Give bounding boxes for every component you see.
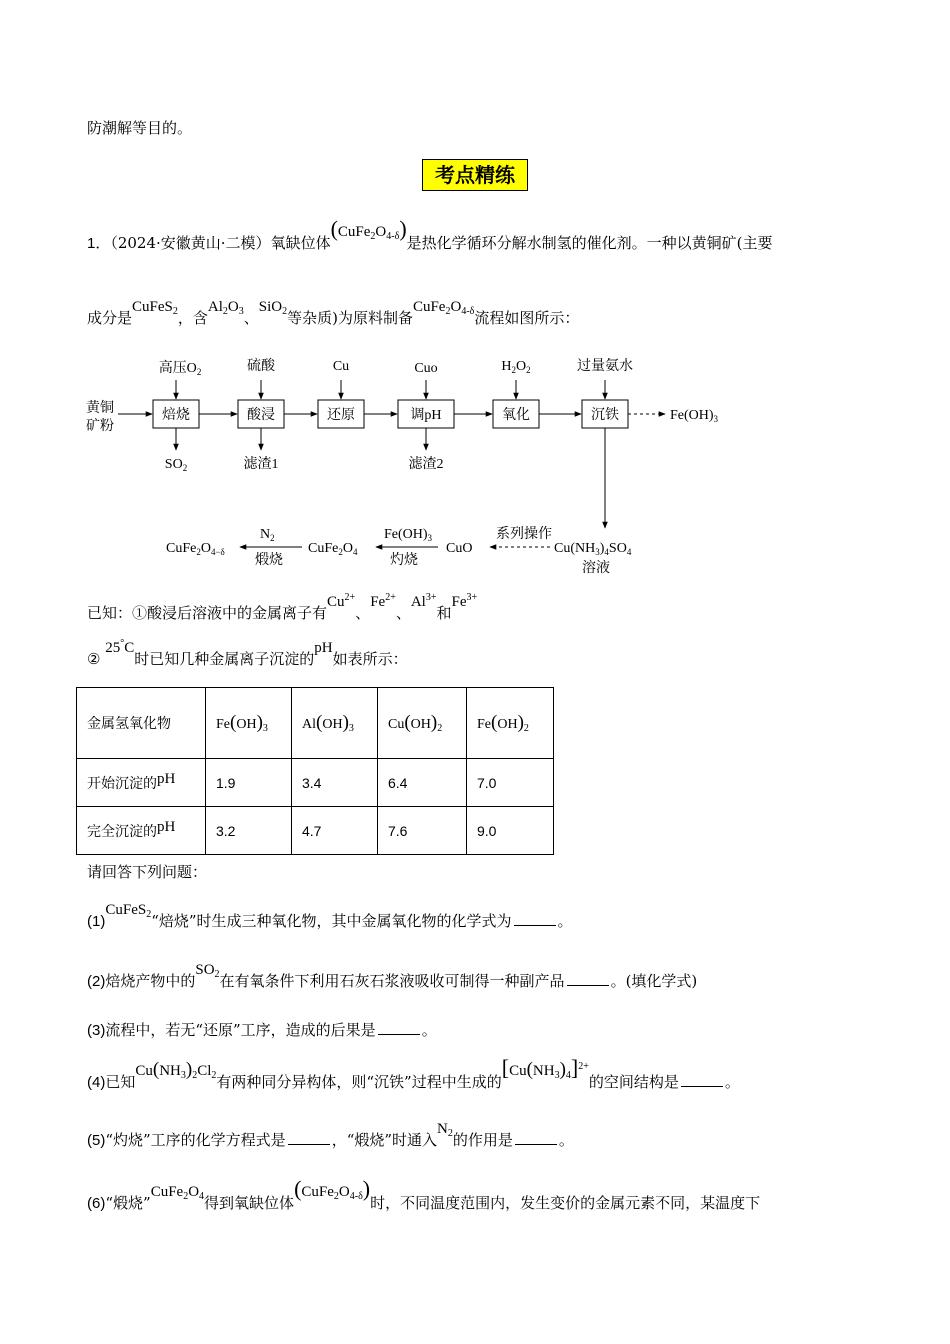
solution-formula: $Cu(NH_3)_4SO_4$ [554,541,632,557]
formula-cufes2: CuFeS$_2$ [132,299,178,317]
question-1 [87,902,573,937]
q1-number: 1． [87,235,111,252]
known-line2-b: 如表所示： [332,650,408,668]
table-cell: 1.9 [206,759,292,807]
table-cell: 6.4 [378,759,467,807]
table-header-cuoh2: $Cu(OH)_2$ [378,688,467,759]
formula-cufe2o4-d: $CuFe_2O_{4-\delta}$ [412,299,475,317]
section-title: 考点精练 [422,159,528,191]
question-2 [87,962,698,997]
input-h2o2: $H_2O_2$ [501,359,531,375]
q1-line2 [87,299,580,334]
q4-period: 。 [724,1073,740,1091]
temperature: 25°C [105,638,135,656]
input-cu: Cu [332,359,350,374]
q6-formula2: $(CuFe_2O_{4-\delta})$ [294,1176,371,1202]
q6-a: “煅烧” [105,1194,151,1212]
solution-label: 溶液 [582,561,610,576]
q4-formula: $Cu(NH_3)_2Cl_2$ [135,1059,217,1081]
q3-period: 。 [421,1021,437,1039]
q1-line1-b: 是热化学循环分解水制氢的催化剂。一种以黄铜矿(主要 [406,234,773,252]
question-4 [87,1055,740,1098]
formula-al2o3: $Al_2O_3$ [207,299,244,317]
question-6 [87,1176,761,1219]
table-header-feoh2: $Fe(OH)_2$ [467,688,554,759]
q2-b: 在有氧条件下利用石灰石浆液吸收可制得一种副产品 [219,972,565,990]
q1-line2-d: 流程如图所示： [474,309,580,327]
ion-fe2: $Fe^{2+}$ [370,592,396,610]
product-fe-oh3: $Fe(OH)_3$ [669,408,719,424]
cufe2o4-label: $CuFe_2O_4$ [308,541,358,557]
input-ammonia: 过量氨水 [577,359,633,374]
precipitation-table [76,687,554,855]
questions-prompt: 请回答下列问题： [87,863,208,881]
table-row [77,807,554,855]
output-residue1: 滤渣1 [243,457,279,472]
q4-c: 的空间结构是 [588,1073,679,1091]
input-o2: 高压$O_2$ [158,361,202,377]
burn-label: 灼烧 [390,553,418,568]
answer-blank[interactable] [681,1072,723,1087]
table-row [77,759,554,807]
formula-main: $(CuFe_2O_{4-\delta})$ [330,216,407,242]
q2-a: 焙烧产物中的 [105,972,196,990]
intro-tail: 防潮解等目的。 [87,119,193,137]
q6-num: (6) [87,1195,106,1212]
q1-period: 。 [557,912,573,930]
ions-sep2: 、 [395,604,411,622]
table-cell: 3.2 [206,807,292,855]
q2-formula: $SO_2$ [195,962,220,980]
q1-formula: CuFeS$_2$ [105,902,152,920]
q1-line2-a: 成分是 [87,309,133,327]
q5-c: 的作用是 [452,1131,513,1149]
q5-period: 。 [558,1131,574,1149]
raw-material-b: 矿粉 [86,419,114,434]
q1-text: “焙烧”时生成三种氧化物，其中金属氧化物的化学式为 [151,912,512,930]
answer-blank[interactable] [514,911,556,926]
calcine-gas: $N_2$ [260,527,275,543]
calcine-label: 煅烧 [255,553,283,568]
burn-reagent: $Fe(OH)_3$ [384,527,433,543]
box-roast-label: 焙烧 [162,408,190,423]
q2-num: (2) [87,973,106,990]
table-cell: 9.0 [467,807,554,855]
row2-label: 完全沉淀的pH [77,807,206,855]
ph-label: pH [314,640,333,656]
table-header-aloh3: $Al(OH)_3$ [292,688,378,759]
q1-line1-a: 氧缺位体 [270,234,331,252]
table-cell: 3.4 [292,759,378,807]
q2-c: 。(填化学式) [610,972,698,990]
input-cuo: Cuo [414,361,438,376]
known-line2-num: ② [87,650,101,668]
q4-ion: $[Cu(NH_3)_4]^{2+}$ [501,1055,589,1081]
q5-a: “灼烧”工序的化学方程式是 [105,1131,286,1149]
q6-c: 时，不同温度范围内，发生变价的金属元素不同，某温度下 [370,1194,761,1212]
final-product: $CuFe_2O_{4-\delta}$ [166,541,225,557]
q1-line2-c: 等杂质)为原料制备 [287,309,413,327]
q1-line2-b: ，含 [177,309,208,327]
box-reduce-label: 还原 [327,408,355,423]
ions-and: 和 [436,604,452,622]
box-adjust-ph-label: 调pH [410,408,442,423]
q5-num: (5) [87,1132,106,1149]
row1-label: 开始沉淀的pH [77,759,206,807]
table-cell: 7.0 [467,759,554,807]
answer-blank[interactable] [567,971,609,986]
q6-formula: $CuFe_2O_4$ [150,1184,205,1202]
formula-sio2: SiO$_2$ [258,299,288,317]
raw-material-a: 黄铜 [86,401,114,416]
known-line1-text: 已知：①酸浸后溶液中的金属离子有 [87,604,328,622]
box-oxidize-label: 氧化 [502,408,530,423]
answer-blank[interactable] [378,1020,420,1035]
output-so2: $SO_2$ [164,457,188,473]
known-line2 [87,638,408,670]
q5-b: ，“煅烧”时通入 [331,1131,438,1149]
ion-cu: $Cu^{2+}$ [327,592,356,610]
table-cell: 7.6 [378,807,467,855]
ion-al: $Al^{3+}$ [410,592,437,610]
ion-fe3: $Fe^{3+}$ [451,592,478,610]
q1-num: (1) [87,913,106,930]
q4-num: (4) [87,1074,106,1091]
q1-line1 [87,216,773,259]
q1-source: （2024·安徽黄山·二模） [110,234,271,252]
known-line2-a: 时已知几种金属离子沉淀的 [134,650,315,668]
question-5 [87,1121,574,1156]
table-header-label: 金属氢氧化物 [77,688,206,759]
box-acid-leach-label: 酸浸 [247,408,275,423]
output-residue2: 滤渣2 [408,457,444,472]
ions-sep1: 、 [355,604,371,622]
series-operation: 系列操作 [496,527,552,542]
cuo-label: CuO [446,541,473,556]
answer-blank[interactable] [288,1130,330,1145]
q3-text: 流程中，若无“还原”工序，造成的后果是 [105,1021,376,1039]
table-cell: 4.7 [292,807,378,855]
box-precipitate-iron-label: 沉铁 [591,408,619,423]
q6-b: 得到氧缺位体 [204,1194,295,1212]
q3-num: (3) [87,1022,106,1039]
q1-line2-sep: 、 [243,309,259,327]
question-3 [87,1020,437,1041]
input-sulfuric-acid: 硫酸 [247,359,275,374]
known-line1 [87,592,478,624]
process-flow-diagram [80,350,760,590]
q4-b: 有两种同分异构体，则“沉铁”过程中生成的 [216,1073,502,1091]
q5-n2: $N_2$ [437,1121,453,1139]
answer-blank[interactable] [515,1130,557,1145]
q4-a: 已知 [105,1073,136,1091]
table-header-feoh3: $Fe(OH)_3$ [206,688,292,759]
